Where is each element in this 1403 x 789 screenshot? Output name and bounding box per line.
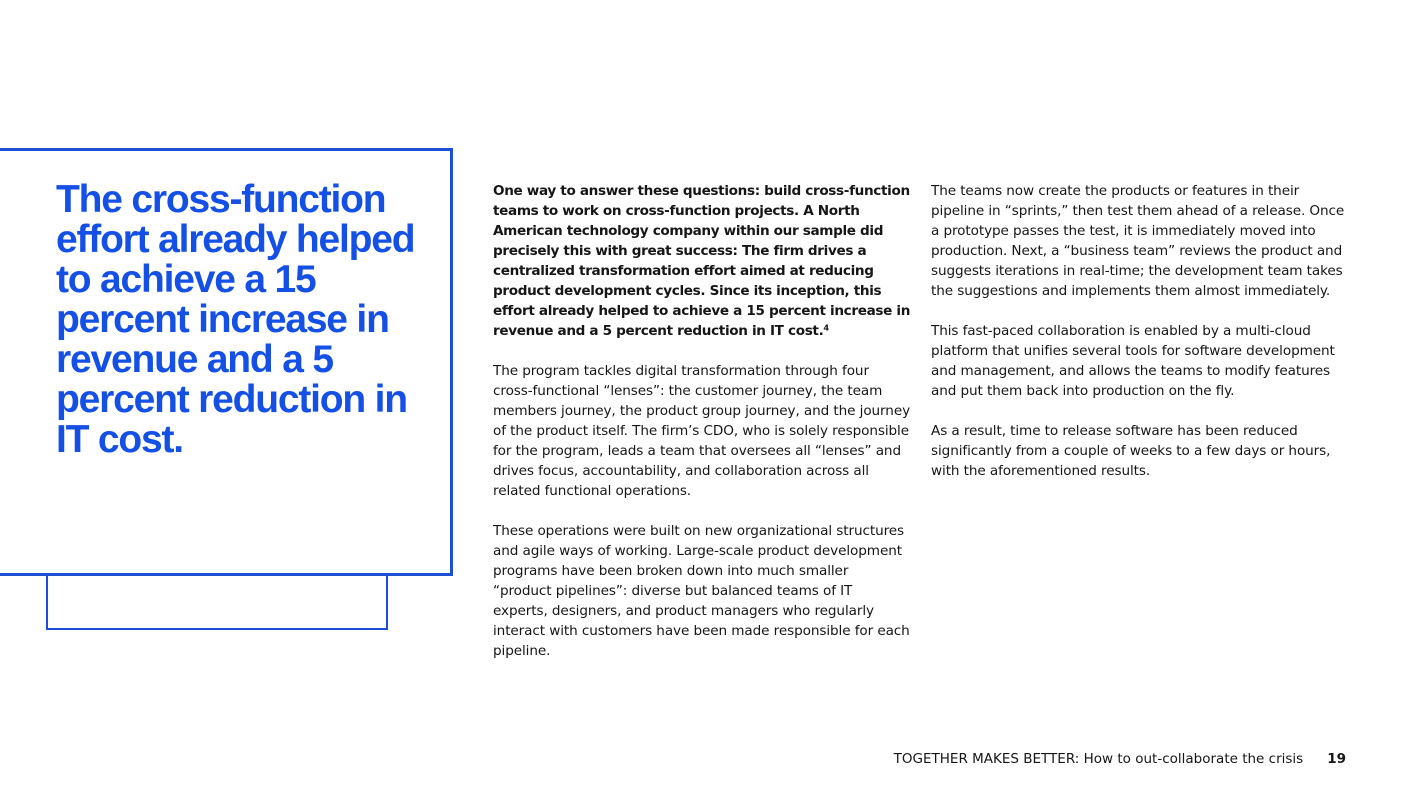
pull-quote: The cross-function effort already helped to achieve a 15 percent increase in revenue and a 5 percent reduction in IT cost. [56, 178, 415, 461]
body-paragraph: The program tackles digital transformation through four cross-functional “lenses”: the customer journey, the team members journey, the product group journey, and the journey of the product itself. The firm’s CDO, who is solely responsible for the program, leads a team that oversees all “lenses” and drives focus, accountability, and collaboration across all related functional operations. [493, 363, 911, 499]
lead-paragraph: One way to answer these questions: build cross-function teams to work on cross-function projects. A North American technology company within our sample did precisely this with great success: The firm drives a centralized transformation effort aimed at reducing product development cycles. Since its inception, this effort already helped to achieve a 15 percent increase in revenue and a 5 percent reduction in IT cost.⁴ [493, 183, 911, 339]
text-column-1 [493, 181, 911, 681]
footer-title: TOGETHER MAKES BETTER: How to out-collaborate the crisis [893, 751, 1304, 767]
page-number: 19 [1327, 751, 1346, 767]
body-paragraph: The teams now create the products or features in their pipeline in “sprints,” then test them ahead of a release. Once a prototype passes the test, it is immediately moved into production. Next, a “business team” reviews the product and suggests iterations in real-time; the development team takes the suggestions and implements them almost immediately. [931, 183, 1345, 299]
body-paragraph: This fast-paced collaboration is enabled by a multi-cloud platform that unifies several tools for software development and management, and allows the teams to modify features and put them back into production on the fly. [931, 323, 1335, 399]
body-paragraph: As a result, time to release software has been reduced significantly from a couple of weeks to a few days or hours, with the aforementioned results. [931, 423, 1331, 479]
body-paragraph: These operations were built on new organizational structures and agile ways of working. Large-scale product development programs have been broken down into much smaller “product pipelines”: diverse but balanced teams of IT experts, designers, and product managers who regularly interact with customers have been made responsible for each pipeline. [493, 523, 910, 659]
page-footer [894, 750, 1346, 768]
text-column-2 [931, 181, 1351, 501]
